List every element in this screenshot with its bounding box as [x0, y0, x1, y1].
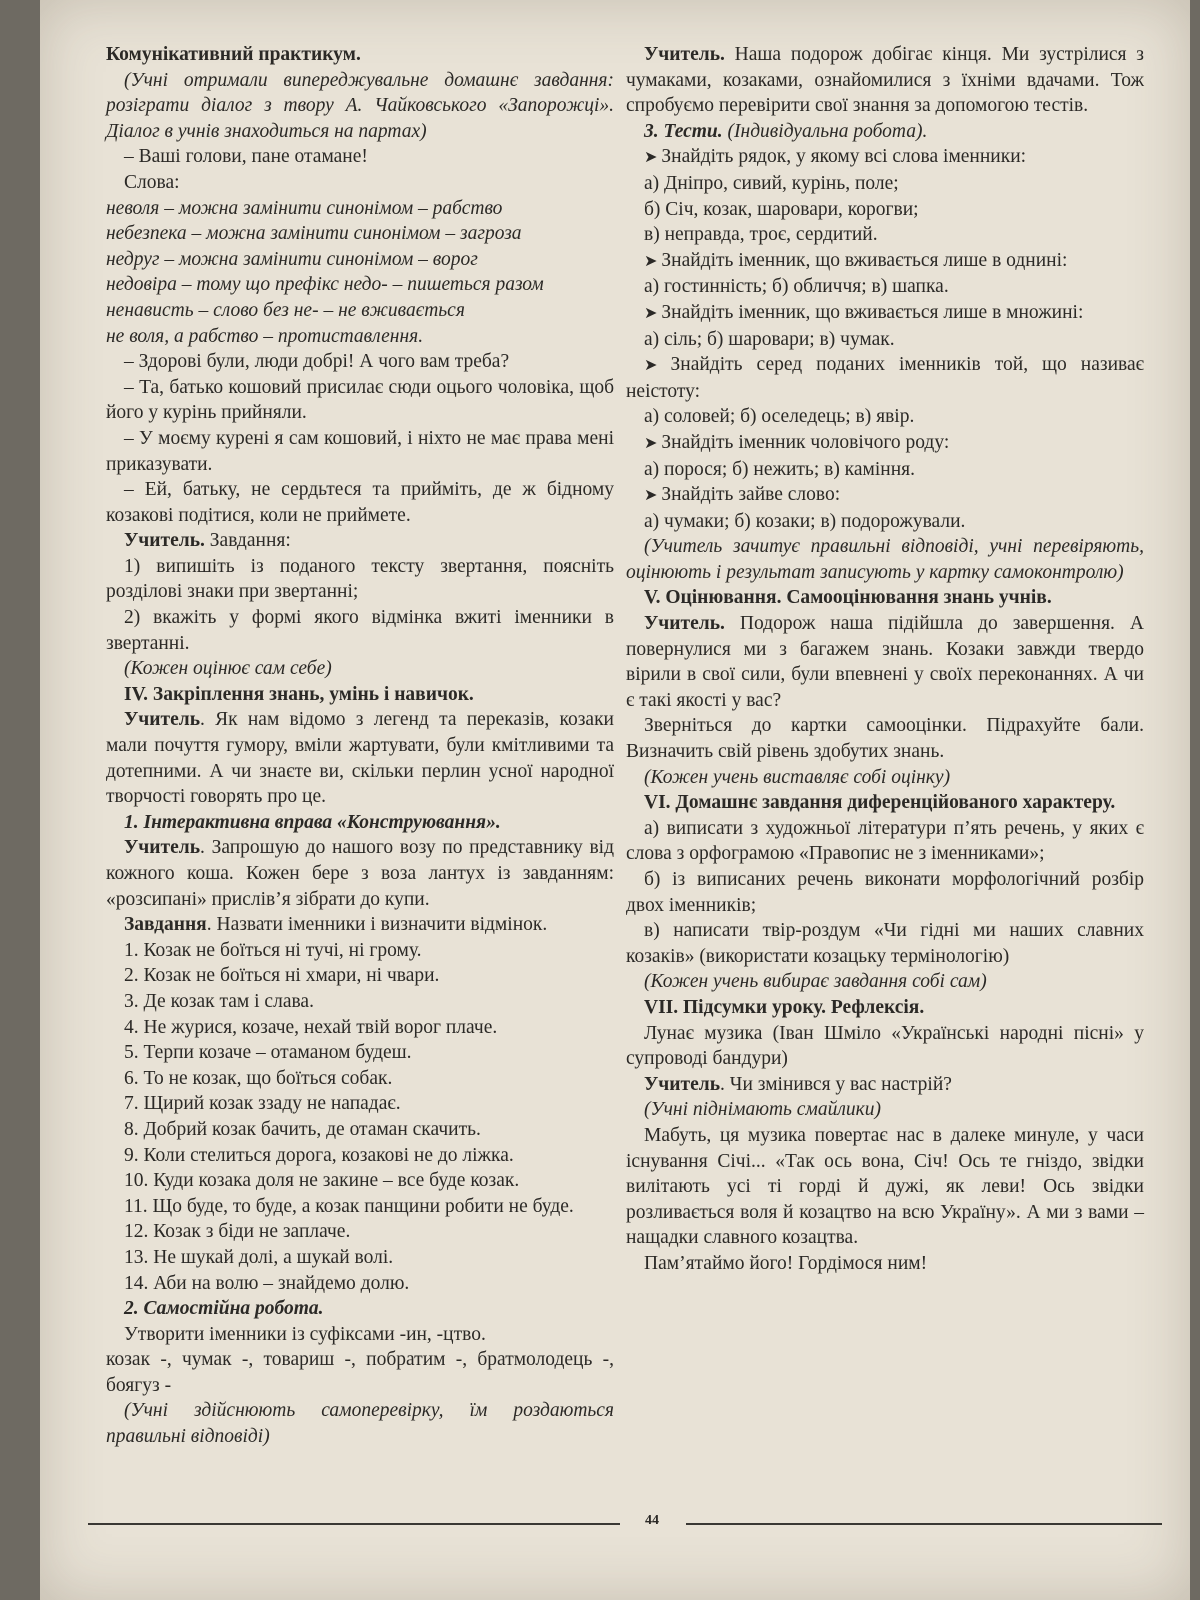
paragraph-text: не воля, а рабство – протиставлення.: [106, 325, 424, 347]
paragraph-text: 5. Терпи козаче – отаманом будеш.: [124, 1042, 412, 1064]
paragraph-text: недовіра – тому що префікс недо- – пишеться разом: [106, 274, 544, 296]
left-column: [106, 42, 614, 1450]
paragraph-text: Слова:: [124, 171, 180, 193]
right-paragraph: [626, 969, 1144, 995]
left-paragraph: [106, 1245, 614, 1271]
right-paragraph: [626, 534, 1144, 585]
paragraph-text: б) Січ, козак, шаровари, корогви;: [644, 198, 919, 220]
paragraph-text: Комунікативний практикум.: [106, 44, 361, 65]
paragraph-text: а) соловей; б) оселедець; в) явір.: [644, 406, 915, 428]
paragraph-text: ненависть – слово без не- – не вживається: [106, 299, 465, 321]
right-paragraph: [626, 352, 1144, 404]
left-paragraph: [106, 349, 614, 375]
bold-lead: Учитель: [124, 837, 201, 859]
paragraph-text: а) Дніпро, сивий, курінь, поле;: [644, 172, 899, 194]
paragraph-text: в) неправда, троє, сердитий.: [644, 224, 878, 246]
left-paragraph: [106, 298, 614, 324]
right-paragraph: [626, 197, 1144, 223]
paragraph-text: Зверніться до картки самооцінки. Підрахуйте бали. Визначить свій рівень здобутих знань.: [626, 715, 1144, 763]
right-paragraph: [626, 1021, 1144, 1072]
right-paragraph: [626, 327, 1144, 353]
paragraph-text: 4. Не журися, козаче, нехай твій ворог плаче.: [124, 1016, 498, 1038]
left-paragraph: [106, 912, 614, 938]
paragraph-text: Знайдіть іменник, що вживається лише в однині:: [661, 249, 1068, 271]
left-paragraph: [106, 477, 614, 528]
paragraph-text: 13. Не шукай долі, а шукай волі.: [124, 1246, 394, 1268]
left-paragraph: [106, 196, 614, 222]
paragraph-text: 12. Козак з біди не заплаче.: [124, 1221, 351, 1243]
left-paragraph: [106, 1168, 614, 1194]
paragraph-text: – Ваші голови, пане отамане!: [124, 146, 368, 168]
left-paragraph: [106, 1091, 614, 1117]
right-paragraph: [626, 918, 1144, 969]
paragraph-text: – Здорові були, люди добрі! А чого вам треба?: [124, 351, 510, 373]
footer-rule-left: [88, 1523, 620, 1525]
left-paragraph: [106, 1194, 614, 1220]
paragraph-text: Завдання:: [204, 530, 291, 552]
paragraph-text: 6. То не козак, що боїться собак.: [124, 1067, 393, 1089]
paragraph-text: 11. Що буде, то буде, а козак панщини робити не буде.: [124, 1195, 574, 1217]
paragraph-text: б) із виписаних речень виконати морфологічний розбір двох іменників;: [626, 869, 1144, 916]
left-paragraph: [106, 554, 614, 605]
paragraph-text: – Та, батько кошовий присилає сюди оцього чоловіка, щоб його у курінь прийняли.: [106, 376, 614, 424]
paragraph-text: V. Оцінювання. Самооцінювання знань учнів.: [644, 587, 1052, 609]
right-paragraph: [626, 509, 1144, 535]
paragraph-text: (Учитель зачитує правильні відповіді, учні перевіряють, оцінюють і результат записують у картку самоконтролю): [626, 536, 1144, 583]
paragraph-text: Знайдіть іменник, що вживається лише в множині:: [661, 301, 1084, 323]
left-paragraph: [106, 170, 614, 196]
left-paragraph: [106, 272, 614, 298]
paragraph-text: а) порося; б) нежить; в) каміння.: [644, 458, 915, 480]
right-paragraph: [626, 713, 1144, 764]
paragraph-text: 10. Куди козака доля не закине – все буде козак.: [124, 1170, 520, 1192]
paragraph-text: а) сіль; б) шаровари; в) чумак.: [644, 328, 895, 350]
left-paragraph: [106, 1040, 614, 1066]
paragraph-text: . Як нам відомо з легенд та переказів, козаки мали почуття гумору, вміли жартувати, були кмітливими та дотепними. А чи знаєте ви, скільки перлин усної народної творчості говорять про це.: [106, 709, 614, 808]
right-paragraph: [626, 1072, 1144, 1098]
paragraph-text: в) написати твір-роздум «Чи гідні ми наших славних козаків» (використати козацьку термінологію): [626, 920, 1144, 967]
paragraph-text: 1. Козак не боїться ні тучі, ні грому.: [124, 939, 422, 961]
paragraph-text: 2. Козак не боїться ні хмари, ні чвари.: [124, 965, 440, 987]
paragraph-text: 14. Аби на волю – знайдемо долю.: [124, 1272, 410, 1294]
right-paragraph: [626, 585, 1144, 611]
left-paragraph: [106, 528, 614, 554]
paragraph-text: неволя – можна замінити синонімом – рабство: [106, 197, 503, 219]
paragraph-text: 1. Інтерактивна вправа «Конструювання».: [124, 811, 501, 833]
right-paragraph: [626, 1097, 1144, 1123]
left-paragraph: [106, 247, 614, 273]
left-paragraph: [106, 1296, 614, 1322]
left-paragraph: [106, 656, 614, 682]
paragraph-text: . Чи змінився у вас настрій?: [720, 1073, 952, 1095]
bold-lead: Учитель: [124, 709, 201, 731]
left-paragraph: [106, 1219, 614, 1245]
paragraph-text: Знайдіть зайве слово:: [661, 484, 841, 506]
right-paragraph: [626, 404, 1144, 430]
left-paragraph: [106, 375, 614, 426]
bold-lead: Учитель.: [644, 613, 725, 635]
paragraph-text: – Ей, батьку, не сердьтеся та прийміть, де ж бідному козакові подітися, коли не приймете.: [106, 479, 614, 526]
paragraph-text: 1) випишіть із поданого тексту звертання, поясніть розділові знаки при звертанні;: [106, 555, 614, 603]
right-paragraph: [626, 300, 1144, 327]
paragraph-text: 3. Де козак там і слава.: [124, 990, 314, 1012]
paragraph-text: . Запрошую до нашого возу по представнику від кожного коша. Кожен бере з воза лантух із завданням: «розсипані» прислів’я зібрати до купи.: [106, 837, 614, 910]
bold-lead: 3. Тести.: [644, 120, 723, 142]
right-paragraph: [626, 457, 1144, 483]
paragraph-text: (Учні отримали випереджувальне домашнє завдання: розіграти діалог з твору А. Чайковського «Запорожці». Діалог в учнів знаходиться на партах): [106, 69, 614, 142]
right-paragraph: [626, 482, 1144, 509]
right-paragraph: [626, 995, 1144, 1021]
paragraph-text: а) виписати з художньої літератури п’ять речень, у яких є слова з орфограмою «Правопис не з іменниками»;: [626, 817, 1144, 865]
paragraph-text: VII. Підсумки уроку. Рефлексія.: [644, 996, 925, 1018]
footer-rule-right: [686, 1523, 1162, 1525]
left-paragraph: [106, 144, 614, 170]
right-paragraph: [626, 42, 1144, 119]
left-paragraph: [106, 1143, 614, 1169]
left-paragraph: [106, 938, 614, 964]
paragraph-text: 8. Добрий козак бачить, де отаман скачить.: [124, 1118, 481, 1140]
paragraph-text: Лунає музика (Іван Шміло «Українські народні пісні» у супроводі бандури): [626, 1022, 1144, 1070]
right-paragraph: [626, 430, 1144, 457]
right-paragraph: [626, 1251, 1144, 1277]
left-paragraph: [106, 1271, 614, 1297]
paragraph-text: Знайдіть серед поданих іменників той, що називає неістоту:: [626, 354, 1144, 402]
left-paragraph: [106, 1398, 614, 1449]
paragraph-text: (Кожен учень вибирає завдання собі сам): [644, 971, 987, 993]
paragraph-text: 2) вкажіть у формі якого відмінка вжиті іменники в звертанні.: [106, 607, 614, 654]
left-paragraph: [106, 810, 614, 836]
left-paragraph: [106, 324, 614, 350]
paragraph-text: Мабуть, ця музика повертає нас в далеке минуле, у часи існування Січі... «Так ось вона, Січ! Ось те гніздо, звідки вилітають усі ті горді й дужі, як леви! Ось звідки розливається воля й козацтво на всю Україну». А ми з вами – нащадки славного козацтва.: [626, 1124, 1144, 1249]
right-paragraph: [626, 119, 1144, 145]
paragraph-text: Утворити іменники із суфіксами -ин, -цтво.: [124, 1323, 486, 1345]
left-paragraph: [106, 835, 614, 912]
left-paragraph: [106, 682, 614, 708]
paragraph-text: козак -, чумак -, товариш -, побратим -, братмолодець -, боягуз -: [106, 1349, 614, 1396]
left-paragraph: [106, 426, 614, 477]
page-number: 44: [645, 1513, 659, 1528]
paragraph-text: . Назвати іменники і визначити відмінок.: [206, 914, 548, 936]
left-paragraph: [106, 707, 614, 809]
left-paragraph: [106, 963, 614, 989]
right-paragraph: [626, 1123, 1144, 1251]
paragraph-text: Подорож наша підійшла до завершення. А повернулися ми з багажем знань. Козаки завжди твердо вірили в свої сили, були впевнені у своїх переконаннях. А чи є такі якості у вас?: [626, 613, 1144, 711]
right-paragraph: [626, 144, 1144, 171]
paragraph-text: 9. Коли стелиться дорога, козакові не до ліжка.: [124, 1144, 514, 1166]
paragraph-text: Наша подорож добігає кінця. Ми зустрілися з чумаками, козаками, ознайомилися з їхніми вдачами. Тож спробуємо перевірити свої знання за допомогою тестів.: [626, 44, 1144, 117]
right-column: [626, 42, 1144, 1277]
paragraph-text: небезпека – можна замінити синонімом – загроза: [106, 223, 522, 245]
paragraph-text: а) гостинність; б) обличчя; в) шапка.: [644, 276, 949, 298]
paragraph-text: 7. Щирий козак ззаду не нападає.: [124, 1093, 401, 1115]
paragraph-text: VI. Домашнє завдання диференційованого характеру.: [644, 792, 1116, 814]
paragraph-text: (Кожен учень виставляє собі оцінку): [644, 766, 951, 788]
paragraph-text: (Учні піднімають смайлики): [644, 1099, 881, 1121]
paragraph-text: Знайдіть іменник чоловічого роду:: [661, 431, 950, 453]
book-page: [40, 0, 1190, 1600]
paragraph-text: (Індивідуальна робота).: [722, 120, 928, 142]
right-paragraph: [626, 790, 1144, 816]
bold-lead: Завдання: [124, 914, 207, 936]
paragraph-text: (Кожен оцінює сам себе): [124, 658, 332, 680]
right-paragraph: [626, 274, 1144, 300]
paragraph-text: – У моєму курені я сам кошовий, і ніхто не має права мені приказувати.: [106, 427, 614, 475]
right-paragraph: [626, 816, 1144, 867]
paragraph-text: а) чумаки; б) козаки; в) подорожували.: [644, 510, 966, 532]
left-paragraph: [106, 68, 614, 145]
bold-lead: Учитель: [644, 1073, 721, 1095]
paragraph-text: Пам’ятаймо його! Гордімося ним!: [644, 1252, 928, 1274]
left-paragraph: [106, 605, 614, 656]
left-paragraph: [106, 1066, 614, 1092]
left-paragraph: [106, 1117, 614, 1143]
paragraph-text: недруг – можна замінити синонімом – ворог: [106, 248, 478, 270]
paragraph-text: IV. Закріплення знань, умінь і навичок.: [124, 683, 474, 705]
bold-lead: Учитель.: [124, 530, 205, 552]
bold-lead: Учитель.: [644, 44, 725, 65]
paragraph-text: 2. Самостійна робота.: [124, 1298, 324, 1320]
paragraph-text: (Учні здійснюють самоперевірку, їм роздаються правильні відповіді): [106, 1400, 614, 1448]
left-paragraph: [106, 221, 614, 247]
right-paragraph: [626, 171, 1144, 197]
right-paragraph: [626, 222, 1144, 248]
paragraph-text: Знайдіть рядок, у якому всі слова іменники:: [661, 146, 1027, 168]
right-paragraph: [626, 765, 1144, 791]
left-paragraph: [106, 42, 614, 68]
right-paragraph: [626, 248, 1144, 275]
left-paragraph: [106, 1322, 614, 1348]
right-paragraph: [626, 611, 1144, 713]
left-paragraph: [106, 1347, 614, 1398]
right-paragraph: [626, 867, 1144, 918]
left-paragraph: [106, 989, 614, 1015]
left-paragraph: [106, 1015, 614, 1041]
